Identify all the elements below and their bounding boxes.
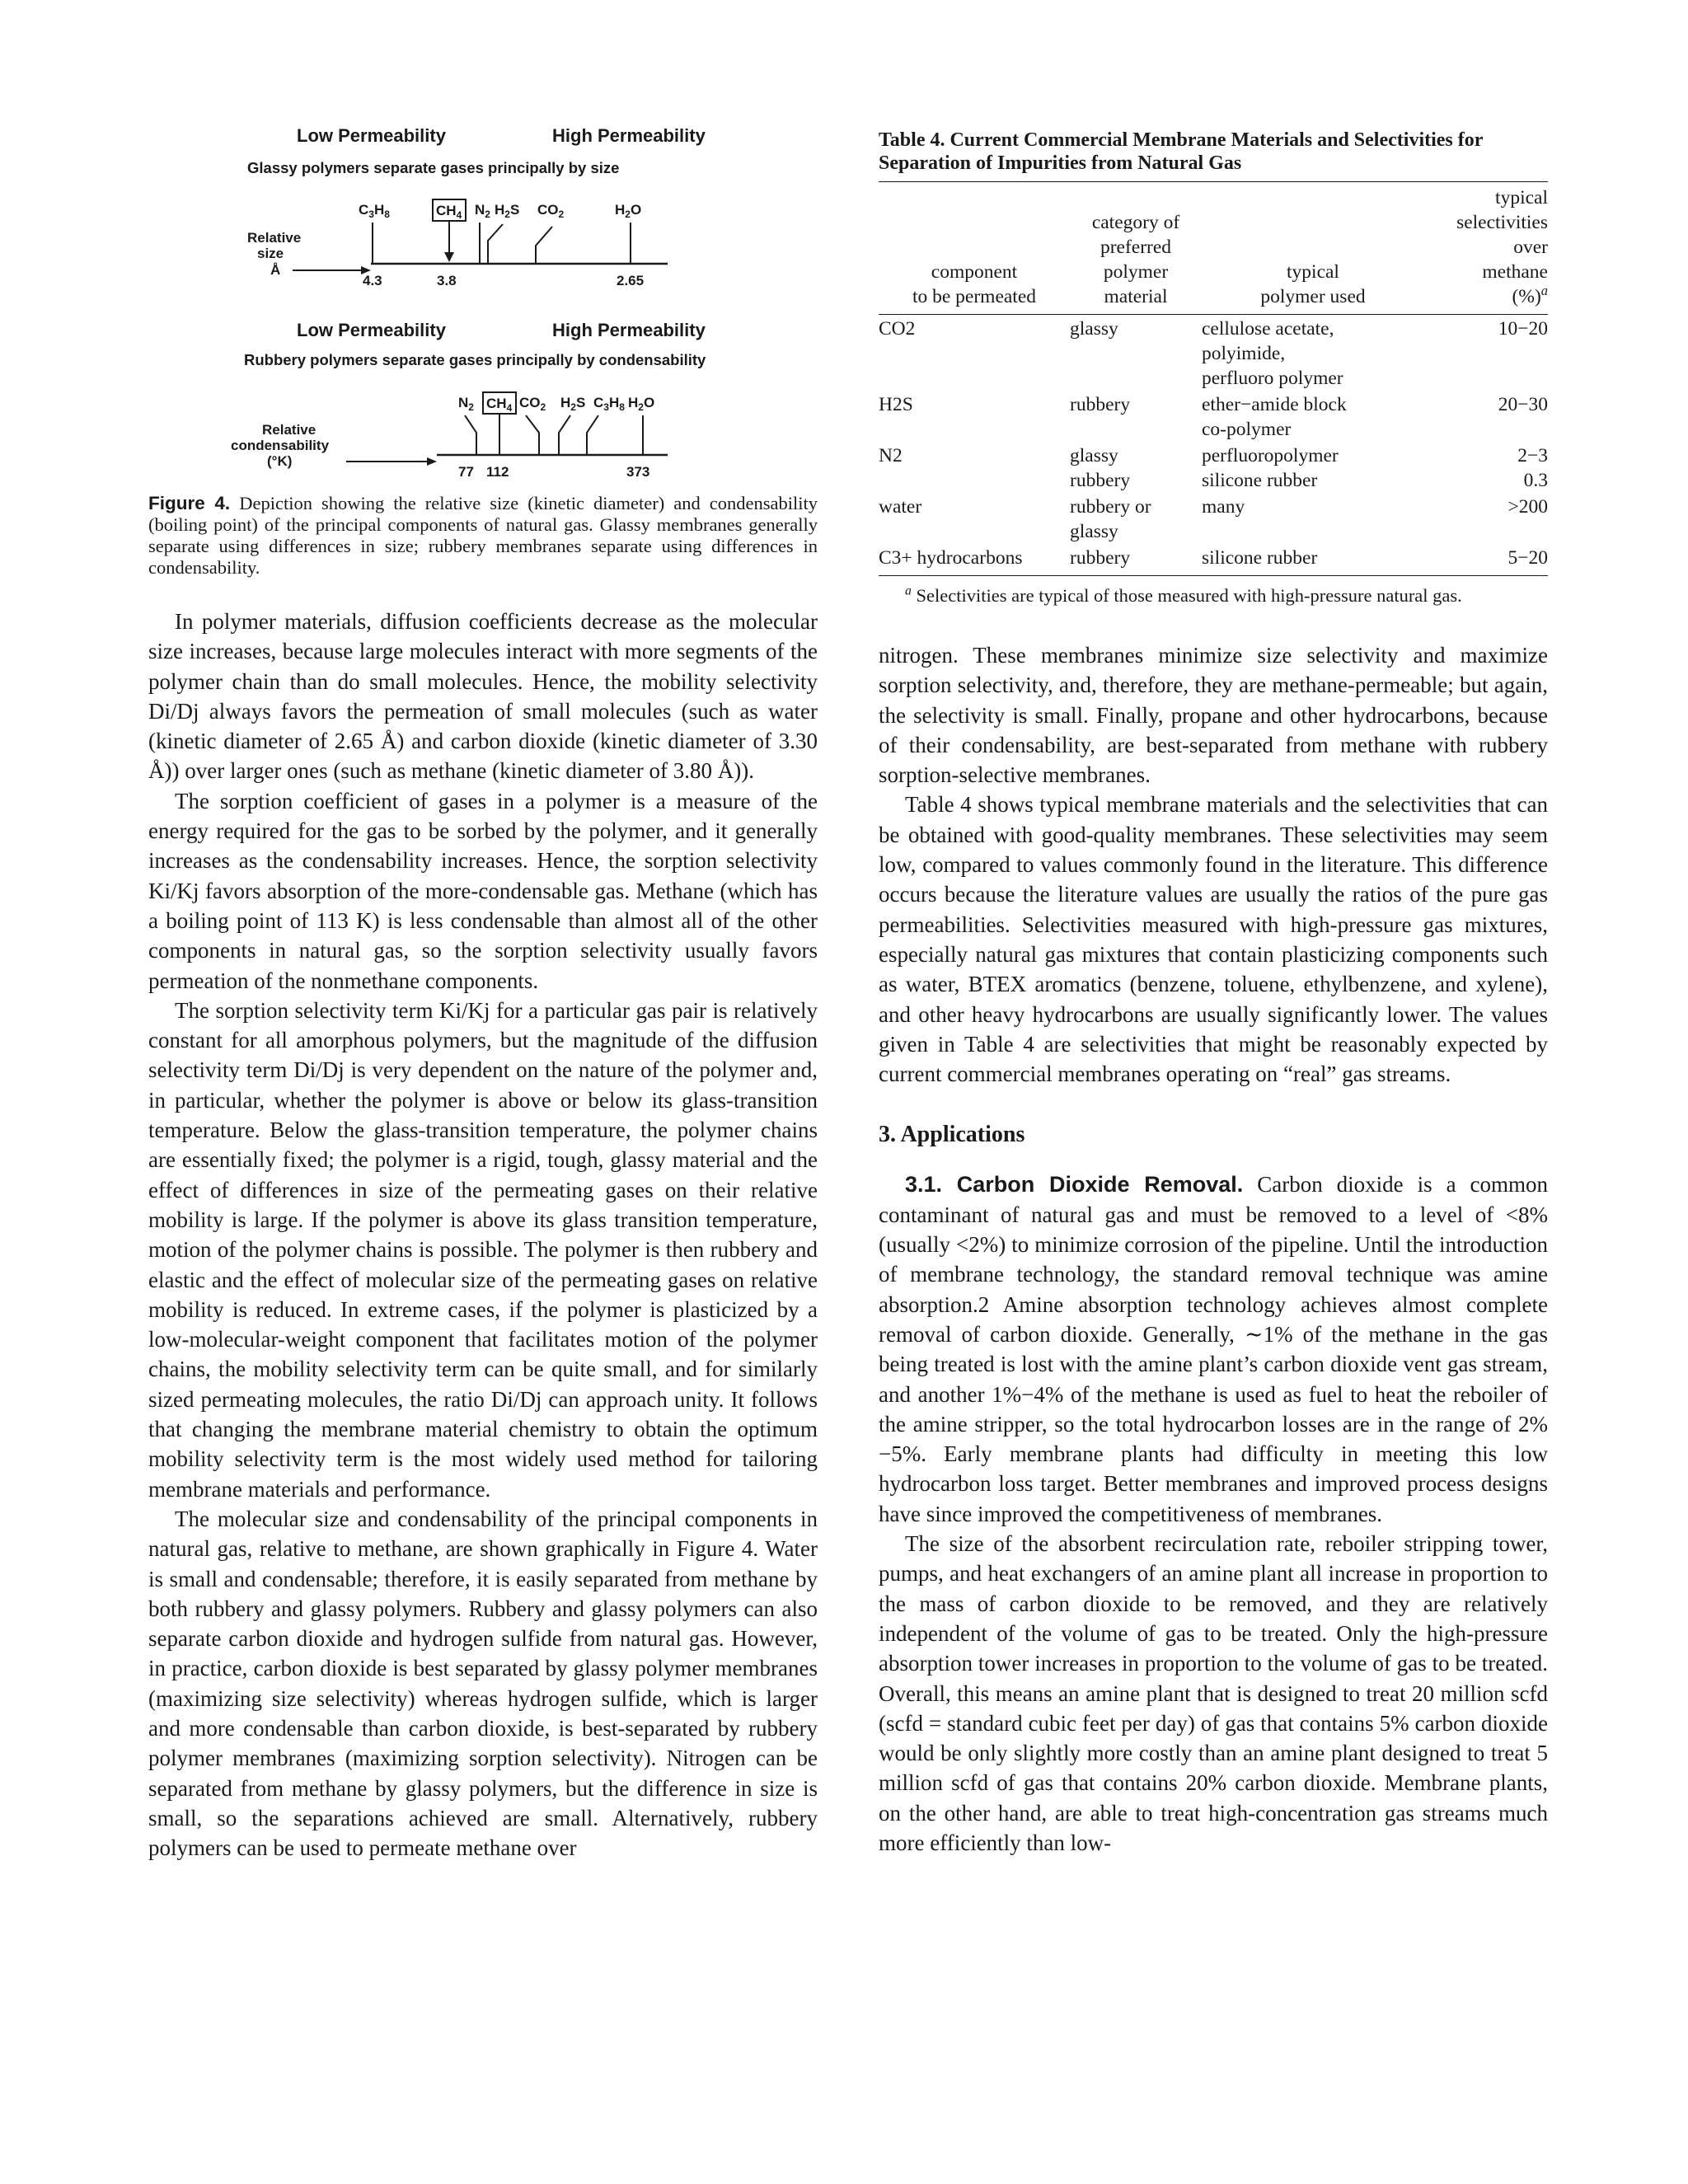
- svg-text:C3H8: $C_3H_8$: [359, 202, 390, 220]
- table-header-category: category of preferred polymer material: [1091, 212, 1180, 307]
- top-subtitle: Glassy polymers separate gases principally by size: [247, 159, 620, 176]
- top-gas-ch4: [433, 199, 466, 262]
- section-paragraph-1-text: Carbon dioxide is a common contaminant of natural gas and must be removed to a level of <8% (usually <2%) to minimize corrosion of the pipeline. Until the introduction of membrane technology, the standard removal technique was amine absorption.2 Amine absorption technology achieves almost complete removal of carbon dioxide. Generally, ∼1% of the methane in the gas being treated is lost with the amine plant’s carbon dioxide vent gas stream, and another 1%−4% of the methane is used as fuel to heat the reboiler of the amine stripper, so the total hydrocarbon losses are in the range of 2%−5%. Early membrane plants had difficulty in meeting this low hydrocarbon loss target. Better membranes and improved process designs have since improved the competitiveness of membranes.: [879, 1172, 1549, 1526]
- bottom-tick-1: 77: [458, 464, 474, 480]
- table-header-component: component to be permeated: [912, 261, 1037, 307]
- bottom-gas-co2: [519, 395, 546, 455]
- bottom-subtitle: Rubbery polymers separate gases principally by condensability: [244, 351, 706, 368]
- table-cell-selectivity: 20−30: [1498, 394, 1548, 415]
- bottom-axis-label-3: (°K): [267, 453, 293, 469]
- bottom-gas-h2o: [628, 395, 654, 455]
- bottom-gas-ch4: [483, 392, 516, 455]
- left-paragraph-4: The molecular size and condensability of the principal components in natural gas, relative to methane, are shown graphically in Figure 4. Water is small and condensable; therefore, it is easily separated from methane by both rubbery and glassy polymers. Rubbery and glassy polymers can also separate carbon dioxide and hydrogen sulfide from natural gas. However, in practice, carbon dioxide is best separated by glassy polymer membranes (maximizing size selectivity) whereas hydrogen sulfide, which is larger and more condensable than carbon dioxide, is best-separated by rubbery polymer membranes (maximizing sorption selectivity). Nitrogen can be separated from methane by glassy polymers, but the difference in size is small, so the separations achieved are small. Alternatively, rubbery polymers can be used to permeate methane over: [148, 1506, 818, 1861]
- table-header-footnote-mark: a: [1540, 283, 1548, 299]
- table-cell-polymer: ether−amide block co-polymer: [1202, 394, 1347, 440]
- table-cell-selectivity: 5−20: [1507, 547, 1548, 569]
- table-cell-component: CO2: [879, 318, 916, 340]
- left-body-text: [148, 607, 818, 1863]
- table-footnote-text: Selectivities are typical of those measured with high-pressure natural gas.: [916, 585, 1462, 606]
- table-cell-selectivity: 10−20: [1498, 318, 1548, 340]
- top-low-permeability-label: Low Permeability: [297, 125, 446, 146]
- svg-text:N2: $N_2$: [475, 202, 490, 220]
- table-cell-selectivity: 2−3 0.3: [1517, 445, 1548, 491]
- section-heading: 3. Applications: [879, 1122, 1025, 1148]
- svg-text:H2O: $H_2O$: [615, 202, 642, 220]
- table-4: [879, 182, 1548, 576]
- left-paragraph-3: The sorption selectivity term Ki/Kj for a particular gas pair is relatively constant for all amorphous polymers, but the magnitude of the diffusion selectivity term Di/Dj is very dependent on the nature of the polymer and, in particular, whether the polymer is above or below its glass-transition temperature. Below the glass-transition temperature, the polymer chains are essentially fixed; the polymer is a rigid, tough, glassy material and the effect of differences in size of the permeating gases on their relative mobility is large. If the polymer is above its glass transition temperature, motion of the polymer chains is possible. The polymer is then rubbery and elastic and the effect of molecular size of the permeating gases on relative mobility is reduced. In extreme cases, if the polymer is plasticized by a low-molecular-weight component that facilitates motion of the polymer chains, the mobility selectivity term can be quite small, and for similarly sized permeating molecules, the ratio Di/Dj can approach unity. It follows that changing the membrane material chemistry to obtain the optimum mobility selectivity term is the most widely used method for tailoring membrane materials and performance.: [148, 997, 818, 1502]
- section-paragraph-2: The size of the absorbent recirculation rate, reboiler stripping tower, pumps, and heat exchangers of an amine plant all increase in proportion to the mass of carbon dioxide to be removed, and they are relatively independent of the volume of gas to be treated. Only the high-pressure absorption tower increases in proportion to the volume of gas to be treated. Overall, this means an amine plant that is designed to treat 20 million scfd (scfd = standard cubic feet per day) of gas that contains 5% carbon dioxide would be only slightly more costly than an amine plant designed to treat 5 million scfd of gas that contains 20% carbon dioxide. Membrane plants, on the other hand, are able to treat high-concentration gas streams much more efficiently than low-: [879, 1531, 1548, 1855]
- top-axis-label-3: Å: [270, 262, 281, 278]
- table-cell-component: water: [879, 496, 922, 518]
- top-tick-3: 2.65: [617, 273, 645, 288]
- svg-text:H2S: $H_2S$: [495, 202, 520, 220]
- table-cell-polymer: silicone rubber: [1202, 547, 1318, 569]
- svg-text:H2S: $H_2S$: [560, 395, 586, 413]
- figure-4: [148, 107, 818, 486]
- left-column: [148, 107, 818, 1863]
- top-tick-2: 3.8: [437, 273, 457, 288]
- table-cell-category: glassy: [1070, 318, 1118, 340]
- table-row: [879, 493, 1548, 544]
- figure-caption-text: Depiction showing the relative size (kinetic diameter) and condensability (boiling point) of the principal components of natural gas. Glassy membranes generally separate using differences in size; rubbery membranes separate using differences in condensability.: [148, 493, 818, 578]
- right-paragraph-2: Table 4 shows typical membrane materials and the selectivities that can be obtained with good-quality membranes. These selectivities may seem low, compared to values commonly found in the literature. This difference occurs because the literature values are usually the ratios of the pure gas permeabilities. Selectivities measured with high-pressure gas mixtures, especially natural gas mixtures that contain plasticizing components such as water, BTEX aromatics (benzene, toluene, ethylbenzene, and xylene), and other heavy hydrocarbons are usually significantly lower. The values given in Table 4 are selectivities that might be reasonably expected by current commercial membranes operating on “real” gas streams.: [879, 792, 1548, 1087]
- table-row: [879, 442, 1548, 493]
- top-gas-h2s: [488, 202, 519, 264]
- top-axis-label-2: size: [257, 246, 284, 261]
- svg-text:CH4: $CH_4$: [486, 396, 513, 414]
- table-cell-component: H2S: [879, 394, 913, 415]
- bottom-tick-3: 373: [626, 464, 650, 480]
- subsection-heading: 3.1. Carbon Dioxide Removal.: [905, 1172, 1244, 1197]
- top-axis-label-1: Relative: [247, 230, 302, 246]
- table-cell-component: C3+ hydrocarbons: [879, 547, 1023, 569]
- svg-text:C3H8: $C_3H_8$: [593, 395, 625, 413]
- table-cell-category: rubbery or glassy: [1070, 496, 1151, 542]
- svg-text:CO2: $CO_2$: [537, 202, 565, 220]
- table-row: [879, 544, 1548, 576]
- top-high-permeability-label: High Permeability: [552, 125, 706, 146]
- right-column: [879, 107, 1548, 1858]
- svg-text:CO2: $CO_2$: [519, 395, 546, 413]
- bottom-gas-c3h8: [587, 395, 625, 455]
- top-gas-c3h8: [359, 202, 390, 264]
- table-cell-category: rubbery: [1070, 547, 1131, 569]
- top-gas-h2o: [615, 202, 641, 264]
- right-paragraph-1: nitrogen. These membranes minimize size selectivity and maximize sorption selectivity, and, therefore, they are methane-permeable; but again, the selectivity is small. Finally, propane and other hydrocarbons, because of their condensability, are best-separated from methane with rubbery sorption-selective membranes.: [879, 643, 1548, 788]
- bottom-axis-label-1: Relative: [262, 422, 316, 438]
- bottom-high-permeability-label: High Permeability: [552, 320, 706, 340]
- left-paragraph-2: The sorption coefficient of gases in a polymer is a measure of the energy required for the gas to be sorbed by the polymer, and it generally increases as the condensability increases. Hence, the sorption selectivity Ki/Kj favors absorption of the more-condensable gas. Methane (which has a boiling point of 113 K) is less condensable than almost all of the other components in natural gas, so the sorption selectivity usually favors permeation of the nonmethane components.: [148, 788, 818, 993]
- left-paragraph-1: In polymer materials, diffusion coefficients decrease as the molecular size increases, because large molecules interact with more segments of the polymer chain than do small molecules. Hence, the mobility selectivity Di/Dj always favors the permeation of small molecules (such as water (kinetic diameter of 2.65 Å) and carbon dioxide (kinetic diameter of 3.30 Å)) over larger ones (such as methane (kinetic diameter of 3.80 Å)).: [148, 609, 818, 784]
- section-paragraph-1: [879, 1169, 1548, 1529]
- table-cell-selectivity: >200: [1507, 496, 1548, 518]
- table-footnote-mark: a: [905, 583, 912, 598]
- bottom-gas-n2: [458, 395, 476, 455]
- table-header-selectivity-text: typical selectivities over methane (%): [1456, 187, 1548, 307]
- right-body-text: [879, 640, 1548, 1089]
- table-cell-category: rubbery: [1070, 394, 1131, 415]
- figure-caption-label: Figure 4.: [148, 493, 231, 513]
- table-header-selectivity: [1424, 182, 1548, 315]
- bottom-axis-label-2: condensability: [231, 438, 330, 453]
- svg-text:N2: $N_2$: [458, 395, 474, 413]
- figure-caption: [148, 493, 818, 579]
- bottom-tick-2: 112: [486, 464, 509, 480]
- figure-4-diagram: [148, 107, 818, 486]
- table-cell-category: glassy rubbery: [1070, 445, 1131, 491]
- table-footnote: [879, 584, 1548, 607]
- table-row: [879, 315, 1548, 391]
- table-cell-polymer: cellulose acetate, polyimide, perfluoro polymer: [1202, 318, 1343, 389]
- table-body: [879, 315, 1548, 576]
- table-header-row: [879, 182, 1548, 315]
- table-header-polymer: typical polymer used: [1260, 261, 1366, 307]
- svg-text:CH4: $CH_4$: [436, 203, 462, 221]
- svg-text:H2O: $H_2O$: [628, 395, 655, 413]
- table-cell-component: N2: [879, 445, 903, 466]
- top-gas-co2: [536, 202, 565, 264]
- table-4-title: Table 4. Current Commercial Membrane Materials and Selectivities for Separation of Impurities from Natural Gas: [879, 129, 1483, 174]
- bottom-low-permeability-label: Low Permeability: [297, 320, 446, 340]
- table-row: [879, 391, 1548, 442]
- top-tick-1: 4.3: [363, 273, 382, 288]
- table-cell-polymer: many: [1202, 496, 1245, 518]
- bottom-gas-h2s: [559, 395, 585, 455]
- table-cell-polymer: perfluoropolymer silicone rubber: [1202, 445, 1339, 491]
